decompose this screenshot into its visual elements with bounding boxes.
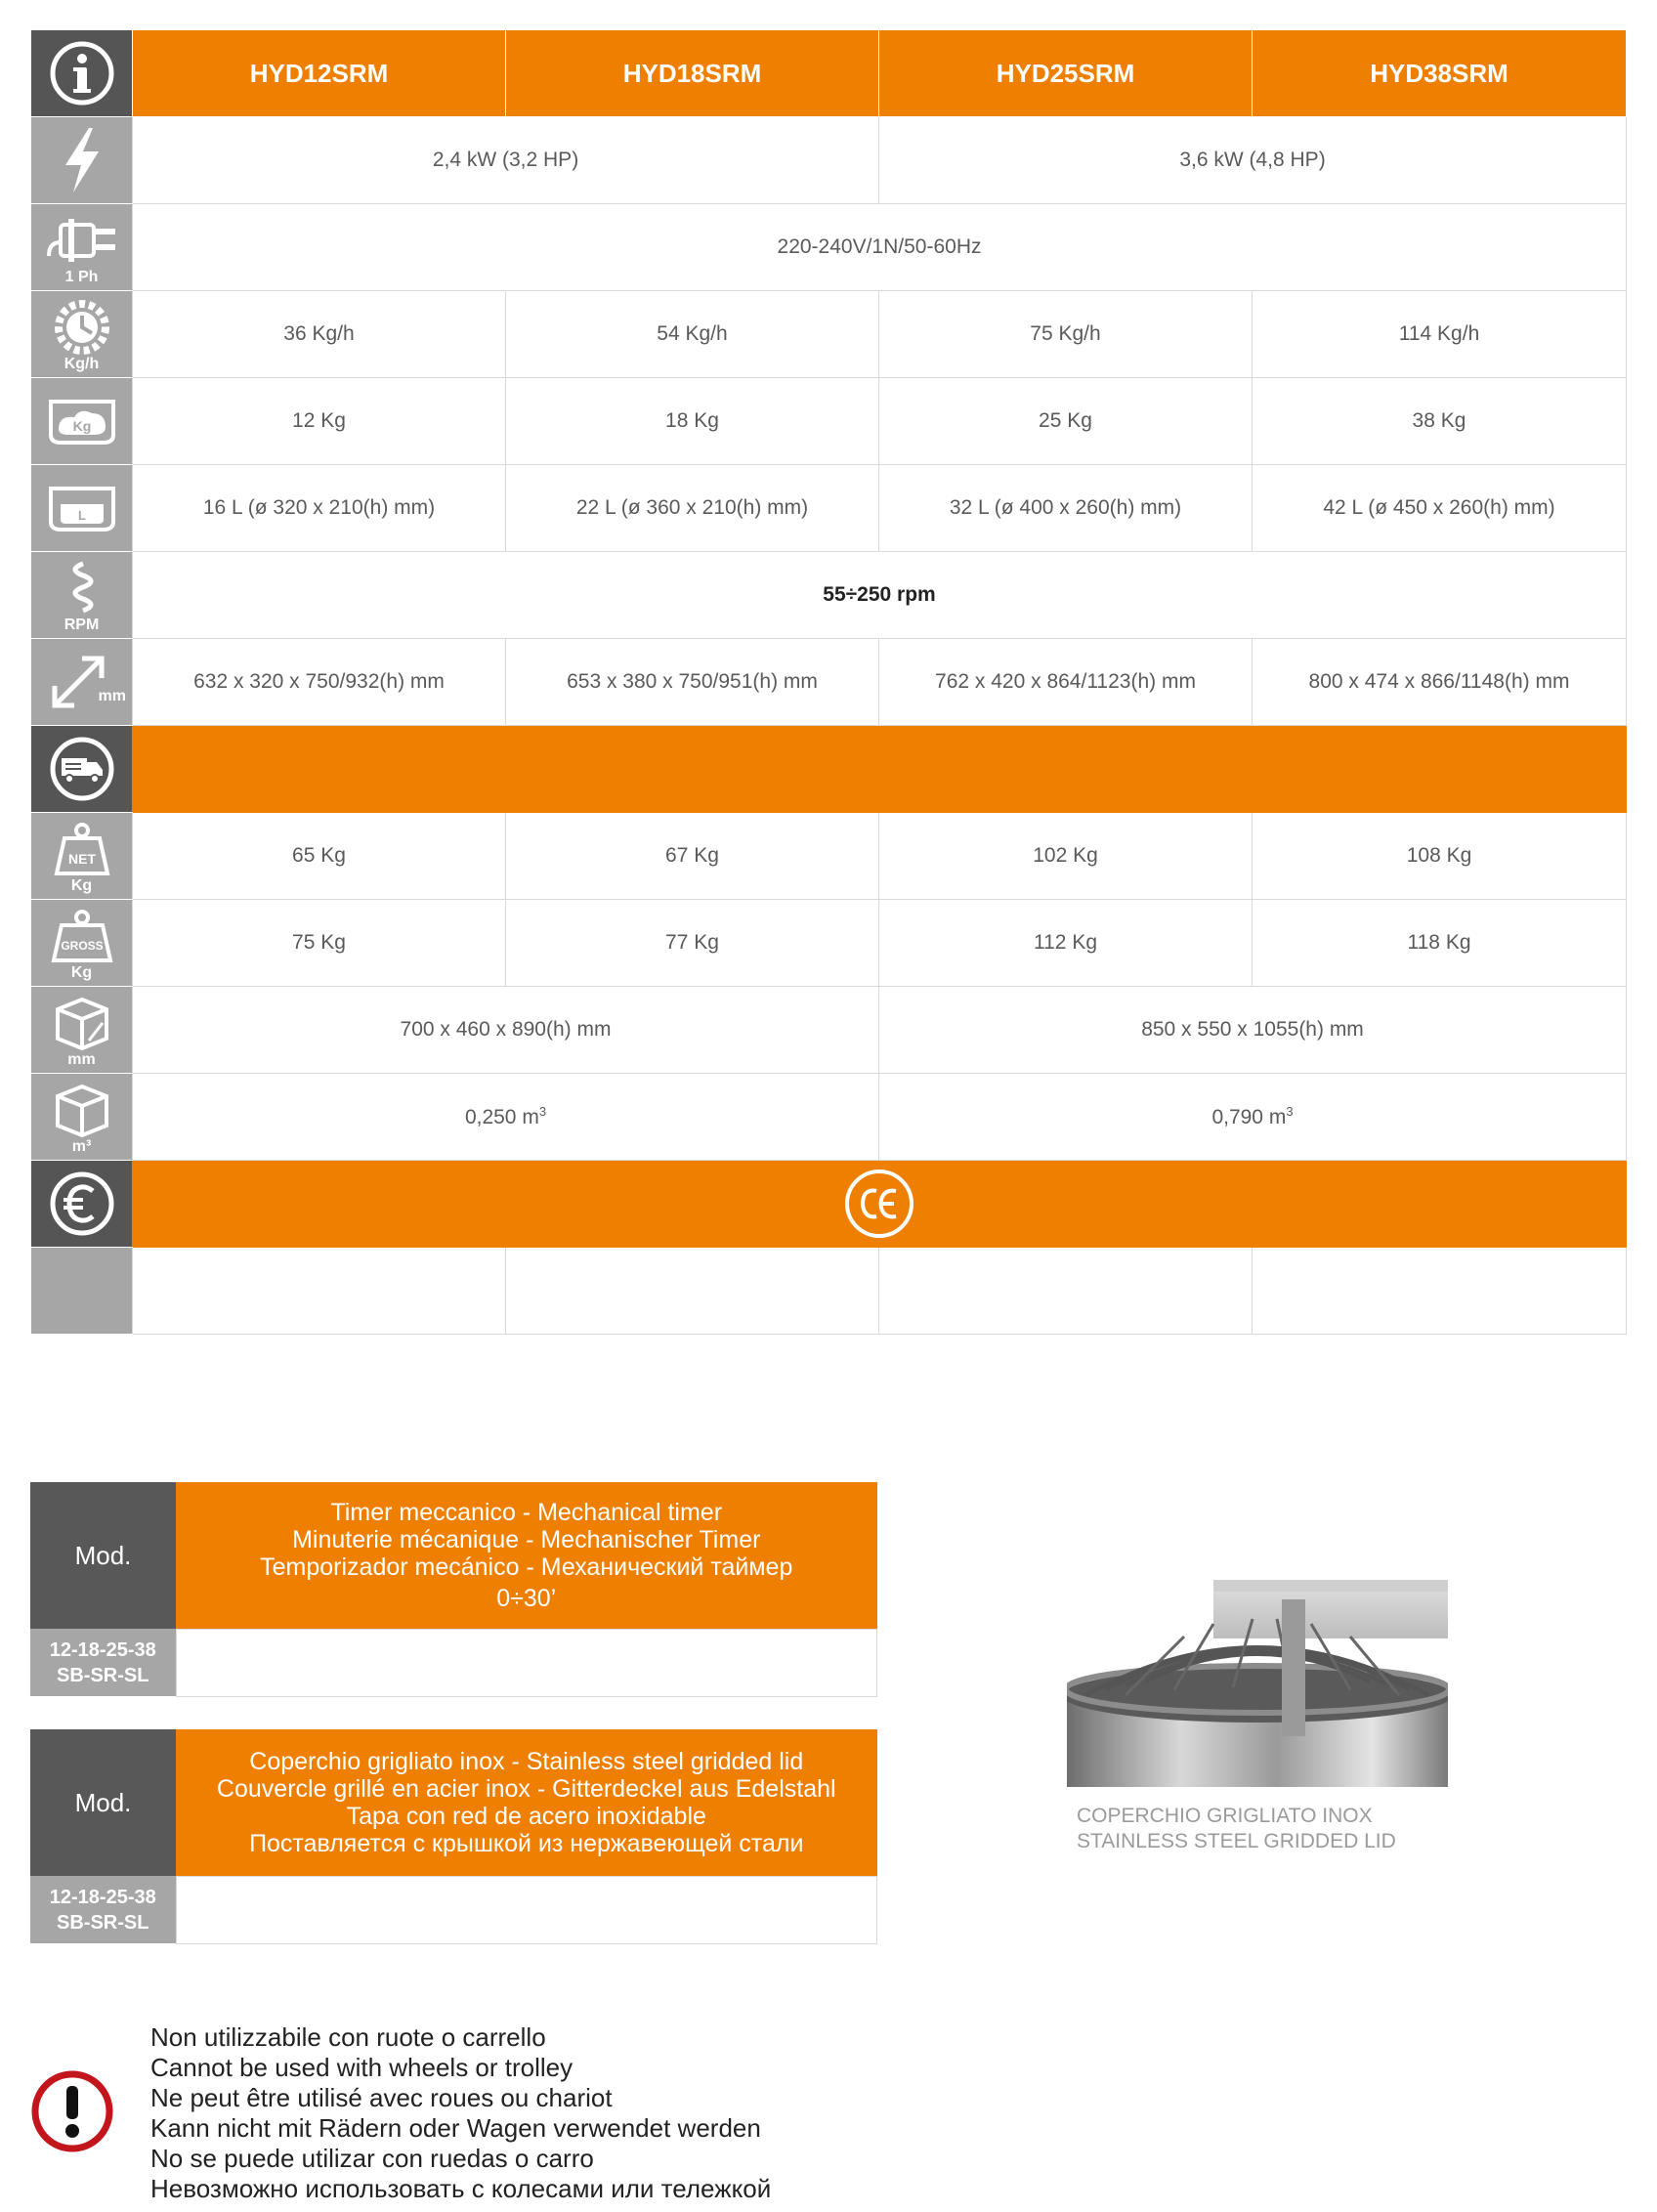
weight-net-icon [31,813,133,900]
gross-weight-value: 118 Kg [1253,900,1627,987]
production-value: 36 Kg/h [133,291,506,378]
exclamation-icon [30,2069,114,2153]
speed-label: RPM [64,617,100,633]
gross-weight-value: 77 Kg [506,900,879,987]
production-value: 114 Kg/h [1253,291,1627,378]
shipping-band-row [31,726,1627,813]
shipping-band [133,726,1627,813]
bowl-value: 16 L (ø 320 x 210(h) mm) [133,465,506,552]
ce-band [133,1161,1627,1248]
photo-caption: COPERCHIO GRIGLIATO INOX STAINLESS STEEL GRIDDED LID [1077,1805,1396,1852]
diagonal-arrows-icon [31,639,133,726]
dough-capacity-row [31,378,1627,465]
net-weight-row [31,813,1627,900]
delivery-truck-icon [31,726,133,813]
bowl-value: 42 L (ø 450 x 260(h) mm) [1253,465,1627,552]
power-value: 2,4 kW (3,2 HP) [133,117,879,204]
dimensions-row [31,639,1627,726]
bowl-value: 32 L (ø 400 x 260(h) mm) [879,465,1253,552]
power-row [31,117,1627,204]
box-icon [31,1074,133,1161]
dough-weight-icon [31,378,133,465]
mod-label: Mod. [30,1482,176,1629]
production-value: 75 Kg/h [879,291,1253,378]
price-row-label [31,1248,133,1335]
net-weight-label: Kg [70,877,93,894]
package-dimensions-value: 850 x 550 x 1055(h) mm [879,987,1627,1074]
power-value: 3,6 kW (4,8 HP) [879,117,1627,204]
euro-icon [31,1161,133,1248]
price-cell [133,1248,506,1335]
dimensions-value: 632 x 320 x 750/932(h) mm [133,639,506,726]
net-weight-value: 67 Kg [506,813,879,900]
mod-codes: 12-18-25-38 SB-SR-SL [30,1629,176,1696]
net-weight-value: 108 Kg [1253,813,1627,900]
plug-icon [31,204,133,291]
model-header: HYD38SRM [1253,30,1627,117]
bowl-icon [31,465,133,552]
model-header: HYD12SRM [133,30,506,117]
package-volume-value: 0,790 $m^3$ [879,1074,1627,1161]
price-row [31,1248,1627,1335]
voltage-row [31,204,1627,291]
net-icon-text: NET [67,851,96,867]
model-header: HYD25SRM [879,30,1253,117]
spiral-icon [31,552,133,639]
warning-text: Non utilizzabile con ruote o carrello Cannot be used with wheels or trolley Ne peut être utilisé avec roues ou chariot Kann nicht mit Rädern oder Wagen verwendet werden No se puede utilizar con ruedas o carro Невозможно использовать с колесами или тележкой [150,2022,772,2203]
bowl-row [31,465,1627,552]
model-header-row [31,30,1627,117]
option-value-cell [176,1629,877,1696]
bowl-value: 22 L (ø 360 x 210(h) mm) [506,465,879,552]
package-dimensions-value: 700 x 460 x 890(h) mm [133,987,879,1074]
dimensions-value: 762 x 420 x 864/1123(h) mm [879,639,1253,726]
price-cell [1253,1248,1627,1335]
weight-gross-icon [31,900,133,987]
dimensions-label: mm [98,688,126,704]
option-description: Coperchio grigliato inox - Stainless steel gridded lid Couvercle grillé en acier inox - Gitterdeckel aus Edelstahl Tapa con red de acero inoxidable Поставляется с крышкой из нержавеющей стали [176,1729,877,1876]
price-cell [879,1248,1253,1335]
option-value-cell [176,1876,877,1943]
option-description: Timer meccanico - Mechanical timer Minuterie mécanique - Mechanischer Timer Temporizador mecánico - Механический таймер 0÷30’ [176,1482,877,1629]
dough-capacity-value: 18 Kg [506,378,879,465]
package-dimensions-label: mm [67,1051,96,1068]
gross-icon-text: GROSS [60,939,104,953]
plug-label: 1 Ph [64,269,99,285]
gross-weight-label: Kg [70,964,93,981]
price-band-row [31,1161,1627,1248]
bowl-icon-text: L [77,508,86,523]
production-row [31,291,1627,378]
dimensions-value: 653 x 380 x 750/951(h) mm [506,639,879,726]
package-dimensions-row [31,987,1627,1074]
voltage-value: 220-240V/1N/50-60Hz [133,204,1627,291]
production-value: 54 Kg/h [506,291,879,378]
speed-value: 55÷250 rpm [133,552,1627,639]
option-timer-table [30,1482,877,1697]
spec-table [30,29,1627,1335]
box-arrow-icon [31,987,133,1074]
info-icon [31,30,133,117]
lightning-icon [31,117,133,204]
gross-weight-value: 75 Kg [133,900,506,987]
dimensions-value: 800 x 474 x 866/1148(h) mm [1253,639,1627,726]
dough-icon-text: Kg [72,418,91,434]
gross-weight-value: 112 Kg [879,900,1253,987]
model-header: HYD18SRM [506,30,879,117]
ce-mark-icon [843,1168,915,1240]
net-weight-value: 102 Kg [879,813,1253,900]
gear-clock-icon [31,291,133,378]
gross-weight-row [31,900,1627,987]
production-label: Kg/h [64,356,100,372]
mod-codes: 12-18-25-38 SB-SR-SL [30,1876,176,1943]
package-volume-row [31,1074,1627,1161]
dough-capacity-value: 12 Kg [133,378,506,465]
net-weight-value: 65 Kg [133,813,506,900]
price-cell [506,1248,879,1335]
package-volume-label: m³ [71,1138,92,1155]
dough-capacity-value: 38 Kg [1253,378,1627,465]
mod-label: Mod. [30,1729,176,1876]
speed-row [31,552,1627,639]
option-lid-table [30,1729,877,1944]
dough-capacity-value: 25 Kg [879,378,1253,465]
gridded-lid-photo [1067,1580,1448,1787]
package-volume-value: 0,250 $m^3$ [133,1074,879,1161]
